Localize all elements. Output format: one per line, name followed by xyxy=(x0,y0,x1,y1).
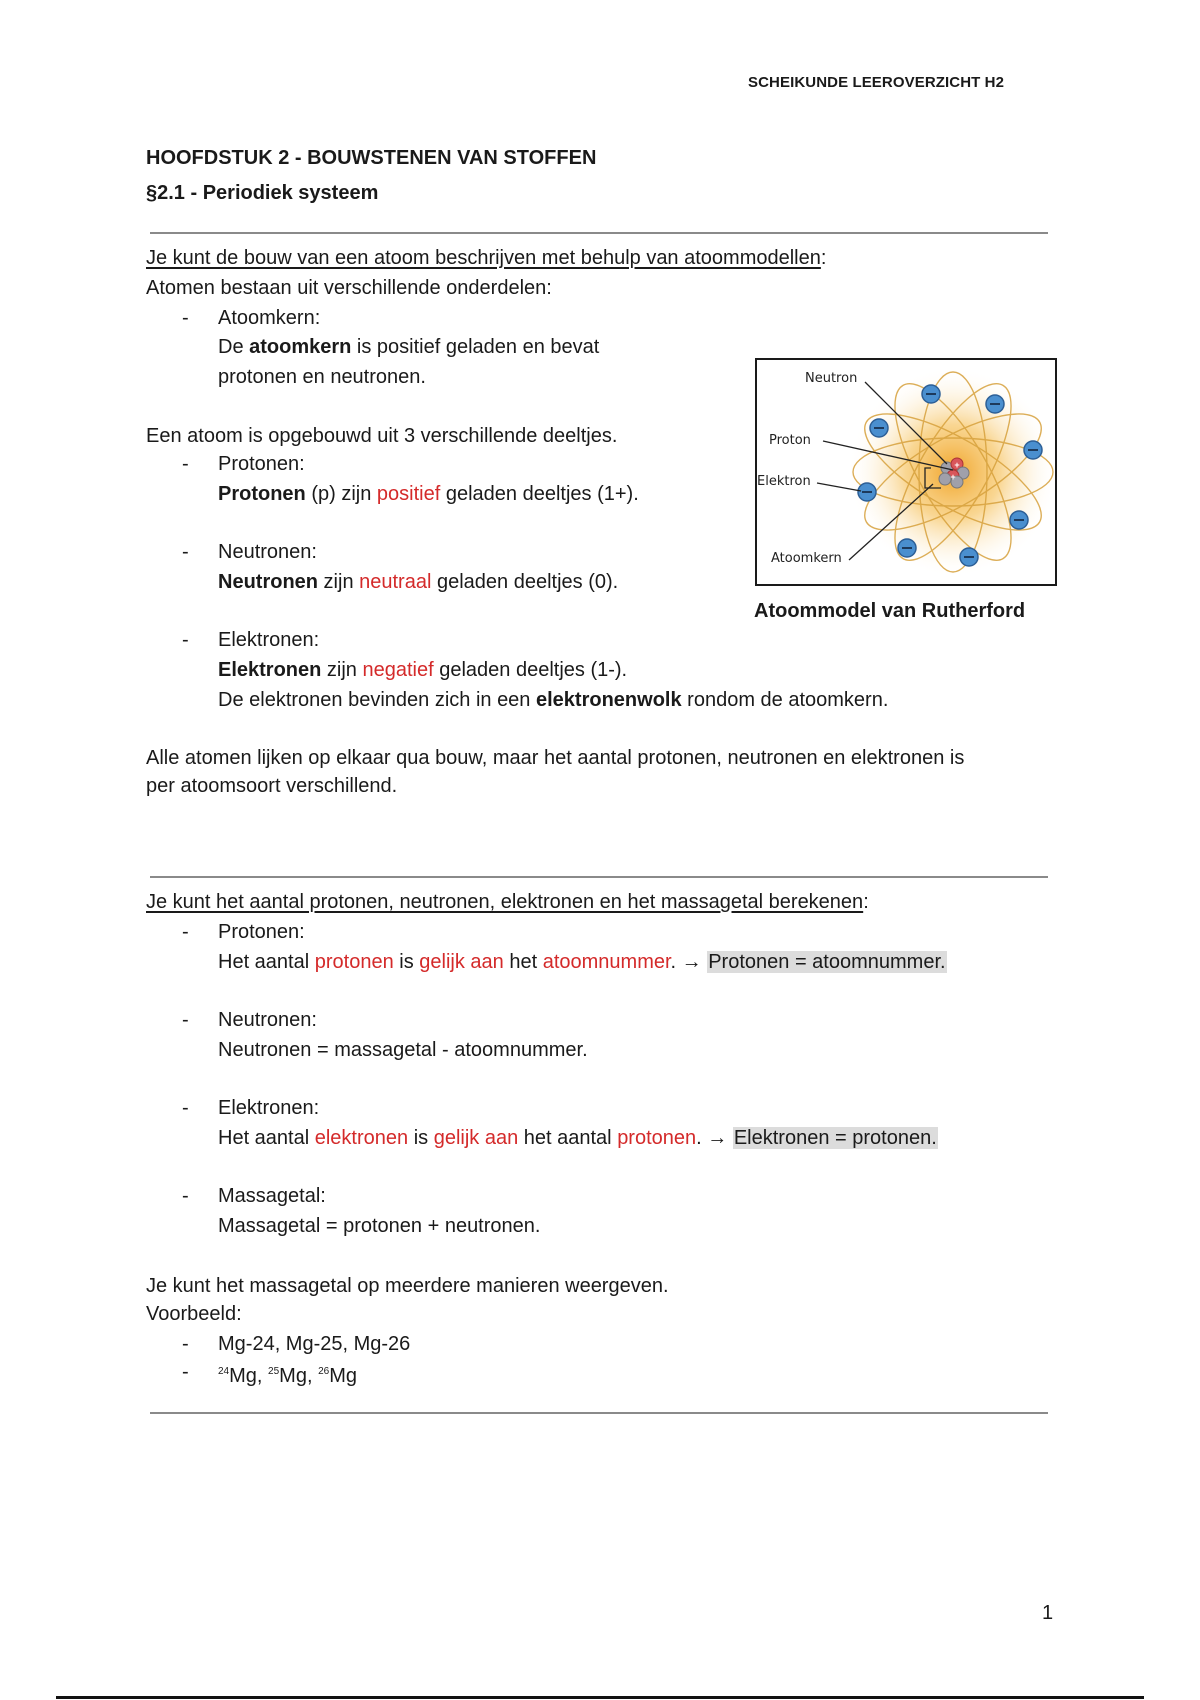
label-proton: Proton xyxy=(769,433,811,448)
label-neutron: Neutron xyxy=(805,371,858,386)
notation-intro: Je kunt het massagetal op meerdere manieren weergeven. xyxy=(146,1275,669,1297)
learning-goal-1: Je kunt de bouw van een atoom beschrijven met behulp van atoommodellen: xyxy=(146,247,827,269)
chapter-title: HOOFDSTUK 2 - BOUWSTENEN VAN STOFFEN xyxy=(146,147,597,169)
label-atoomkern: Atoomkern xyxy=(771,551,842,566)
example-superscript-notation: $^{24}$Mg, $^{25}$Mg, $^{26}$Mg xyxy=(218,1365,358,1387)
highlighted-formula: Protonen = atoomnummer. xyxy=(708,951,946,973)
massagetal-formula: Massagetal = protonen + neutronen. xyxy=(218,1215,541,1237)
bullet: - xyxy=(182,1097,189,1119)
atom-model-figure xyxy=(755,358,1057,586)
neutronen-desc: Neutronen zijn neutraal geladen deeltjes (0). xyxy=(218,571,619,593)
neutronen-formula: Neutronen = massagetal - atoomnummer. xyxy=(218,1039,588,1061)
bullet: - xyxy=(182,307,189,329)
page-bottom-edge xyxy=(56,1696,1144,1699)
particles-intro: Een atoom is opgebouwd uit 3 verschillende deeltjes. xyxy=(146,425,618,447)
elektronenwolk-desc: De elektronen bevinden zich in een elektronenwolk rondom de atoomkern. xyxy=(218,689,889,711)
svg-text:+: + xyxy=(950,472,956,482)
running-header: SCHEIKUNDE LEEROVERZICHT H2 xyxy=(748,74,1005,91)
bullet: - xyxy=(182,541,189,563)
bullet: - xyxy=(182,1009,189,1031)
atoomkern-desc-1: De atoomkern is positief geladen en bevat xyxy=(218,336,600,358)
elektronen-calc-label: Elektronen: xyxy=(218,1097,320,1119)
bullet: - xyxy=(182,1185,189,1207)
bullet: - xyxy=(182,629,189,651)
elektronen-desc: Elektronen zijn negatief geladen deeltjes (1-). xyxy=(218,659,628,681)
neutronen-calc-label: Neutronen: xyxy=(218,1009,317,1031)
summary-line-2: per atoomsoort verschillend. xyxy=(146,775,398,797)
elektronen-calc-rule: Het aantal elektronen is gelijk aan het aantal protonen. → Elektronen = protonen. xyxy=(218,1127,937,1149)
label-elektron: Elektron xyxy=(757,474,811,489)
summary-line-1: Alle atomen lijken op elkaar qua bouw, maar het aantal protonen, neutronen en elektronen is xyxy=(146,747,965,769)
bullet: - xyxy=(182,1333,189,1355)
example-dash-notation: Mg-24, Mg-25, Mg-26 xyxy=(218,1333,411,1355)
protonen-calc-rule: Het aantal protonen is gelijk aan het atoomnummer. → Protonen = atoomnummer. xyxy=(218,951,946,973)
section-title: §2.1 - Periodiek systeem xyxy=(146,182,379,204)
highlighted-formula: Elektronen = protonen. xyxy=(733,1127,937,1149)
bullet: - xyxy=(182,921,189,943)
massagetal-label: Massagetal: xyxy=(218,1185,326,1207)
intro-text: Atomen bestaan uit verschillende onderdelen: xyxy=(146,277,552,299)
bullet: - xyxy=(182,453,189,475)
bullet: - xyxy=(182,1361,189,1383)
atoomkern-label: Atoomkern: xyxy=(218,307,321,329)
atoomkern-desc-2: protonen en neutronen. xyxy=(218,366,426,388)
atom-diagram xyxy=(757,360,1055,584)
divider xyxy=(150,232,1048,234)
protonen-calc-label: Protonen: xyxy=(218,921,305,943)
svg-text:+: + xyxy=(954,460,960,470)
divider xyxy=(150,1412,1048,1414)
page-number: 1 xyxy=(1042,1602,1054,1624)
elektronen-label: Elektronen: xyxy=(218,629,320,651)
protonen-label: Protonen: xyxy=(218,453,305,475)
protonen-desc: Protonen (p) zijn positief geladen deeltjes (1+). xyxy=(218,483,639,505)
neutronen-label: Neutronen: xyxy=(218,541,317,563)
example-label: Voorbeeld: xyxy=(146,1303,242,1325)
figure-caption: Atoommodel van Rutherford xyxy=(754,600,1026,622)
learning-goal-2: Je kunt het aantal protonen, neutronen, elektronen en het massagetal berekenen: xyxy=(146,891,869,913)
divider xyxy=(150,876,1048,878)
